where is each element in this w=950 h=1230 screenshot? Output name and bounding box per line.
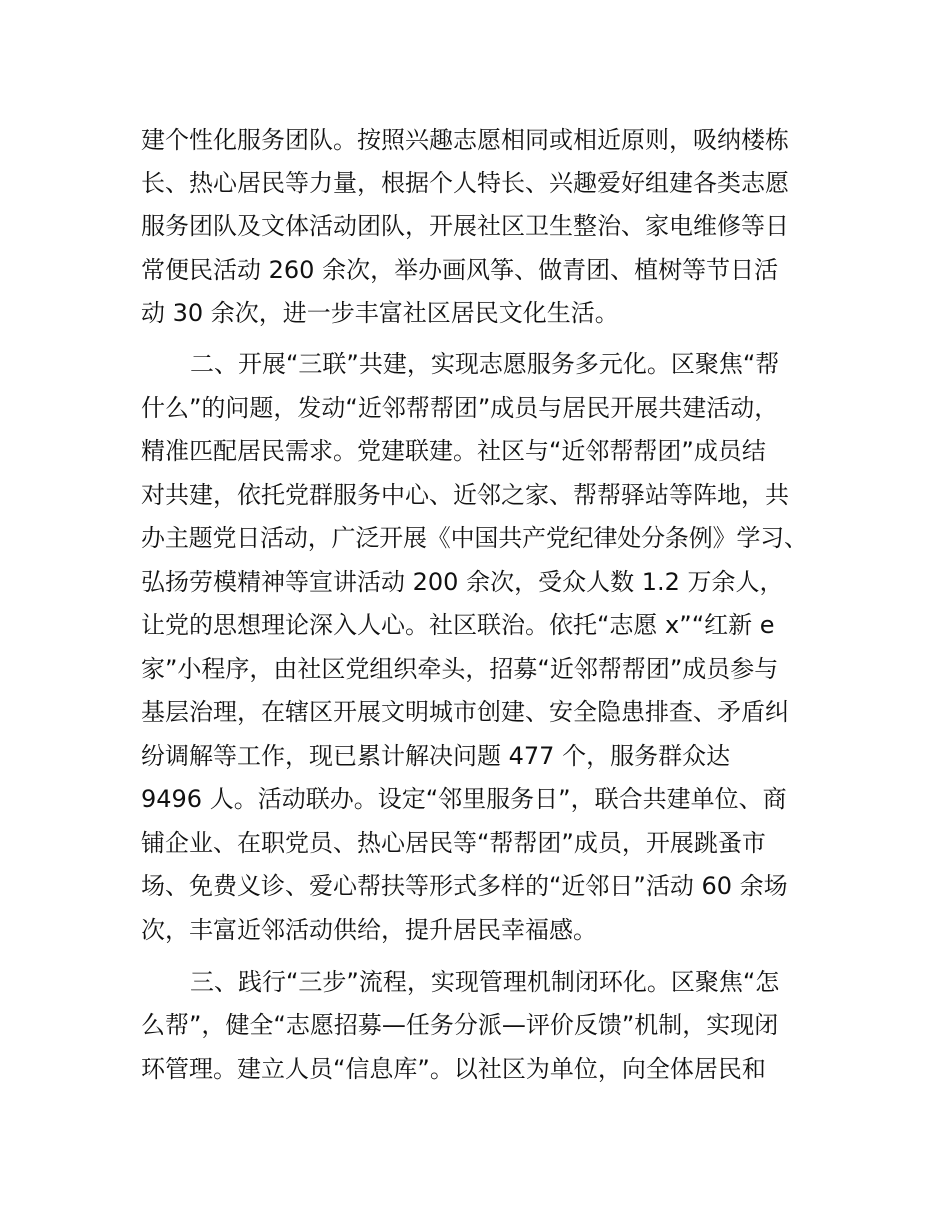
text-line: 么帮”，健全“志愿招募—任务分派—评价反馈”机制，实现闭 [141,1011,779,1039]
text-line: 建个性化服务团队。按照兴趣志愿相同或相近原则，吸纳楼栋 [141,126,789,154]
text-line: 让党的思想理论深入人心。社区联治。依托“志愿 x”“红新 e [141,611,775,639]
text-line: 9496 人。活动联办。设定“邻里服务日”，联合共建单位、商 [141,785,787,813]
text-line: 基层治理，在辖区开展文明城市创建、安全隐患排查、矛盾纠 [141,698,789,726]
paragraph-heading-line: 二、开展“三联”共建，实现志愿服务多元化。区聚焦“帮 [190,350,780,378]
text-line: 长、热心居民等力量，根据个人特长、兴趣爱好组建各类志愿 [141,169,789,197]
text-line: 铺企业、在职党员、热心居民等“帮帮团”成员，开展跳蚤市 [141,829,766,857]
text-line: 纷调解等工作，现已累计解决问题 477 个，服务群众达 [141,742,731,770]
text-line: 场、免费义诊、爱心帮扶等形式多样的“近邻日”活动 60 余场 [141,872,788,900]
text-line: 次，丰富近邻活动供给，提升居民幸福感。 [141,916,597,944]
text-line: 服务团队及文体活动团队，开展社区卫生整治、家电维修等日 [141,212,789,240]
text-line: 常便民活动 260 余次，举办画风筝、做青团、植树等节日活 [141,256,779,284]
text-line: 办主题党日活动，广泛开展《中国共产党纪律处分条例》学习、 [141,524,808,552]
paragraph-heading-line: 三、践行“三步”流程，实现管理机制闭环化。区聚焦“怎 [190,968,780,996]
text-line: 家”小程序，由社区党组织牵头，招募“近邻帮帮团”成员参与 [141,655,779,683]
text-line: 对共建，依托党群服务中心、近邻之家、帮帮驿站等阵地，共 [141,481,789,509]
text-line: 什么”的问题，发动“近邻帮帮团”成员与居民开展共建活动， [141,394,779,422]
text-line: 弘扬劳模精神等宣讲活动 200 余次，受众人数 1.2 万余人， [141,568,784,596]
text-line: 动 30 余次，进一步丰富社区居民文化生活。 [141,299,619,327]
text-line: 环管理。建立人员“信息库”。以社区为单位，向全体居民和 [141,1055,766,1083]
text-line: 精准匹配居民需求。党建联建。社区与“近邻帮帮团”成员结 [141,437,766,465]
